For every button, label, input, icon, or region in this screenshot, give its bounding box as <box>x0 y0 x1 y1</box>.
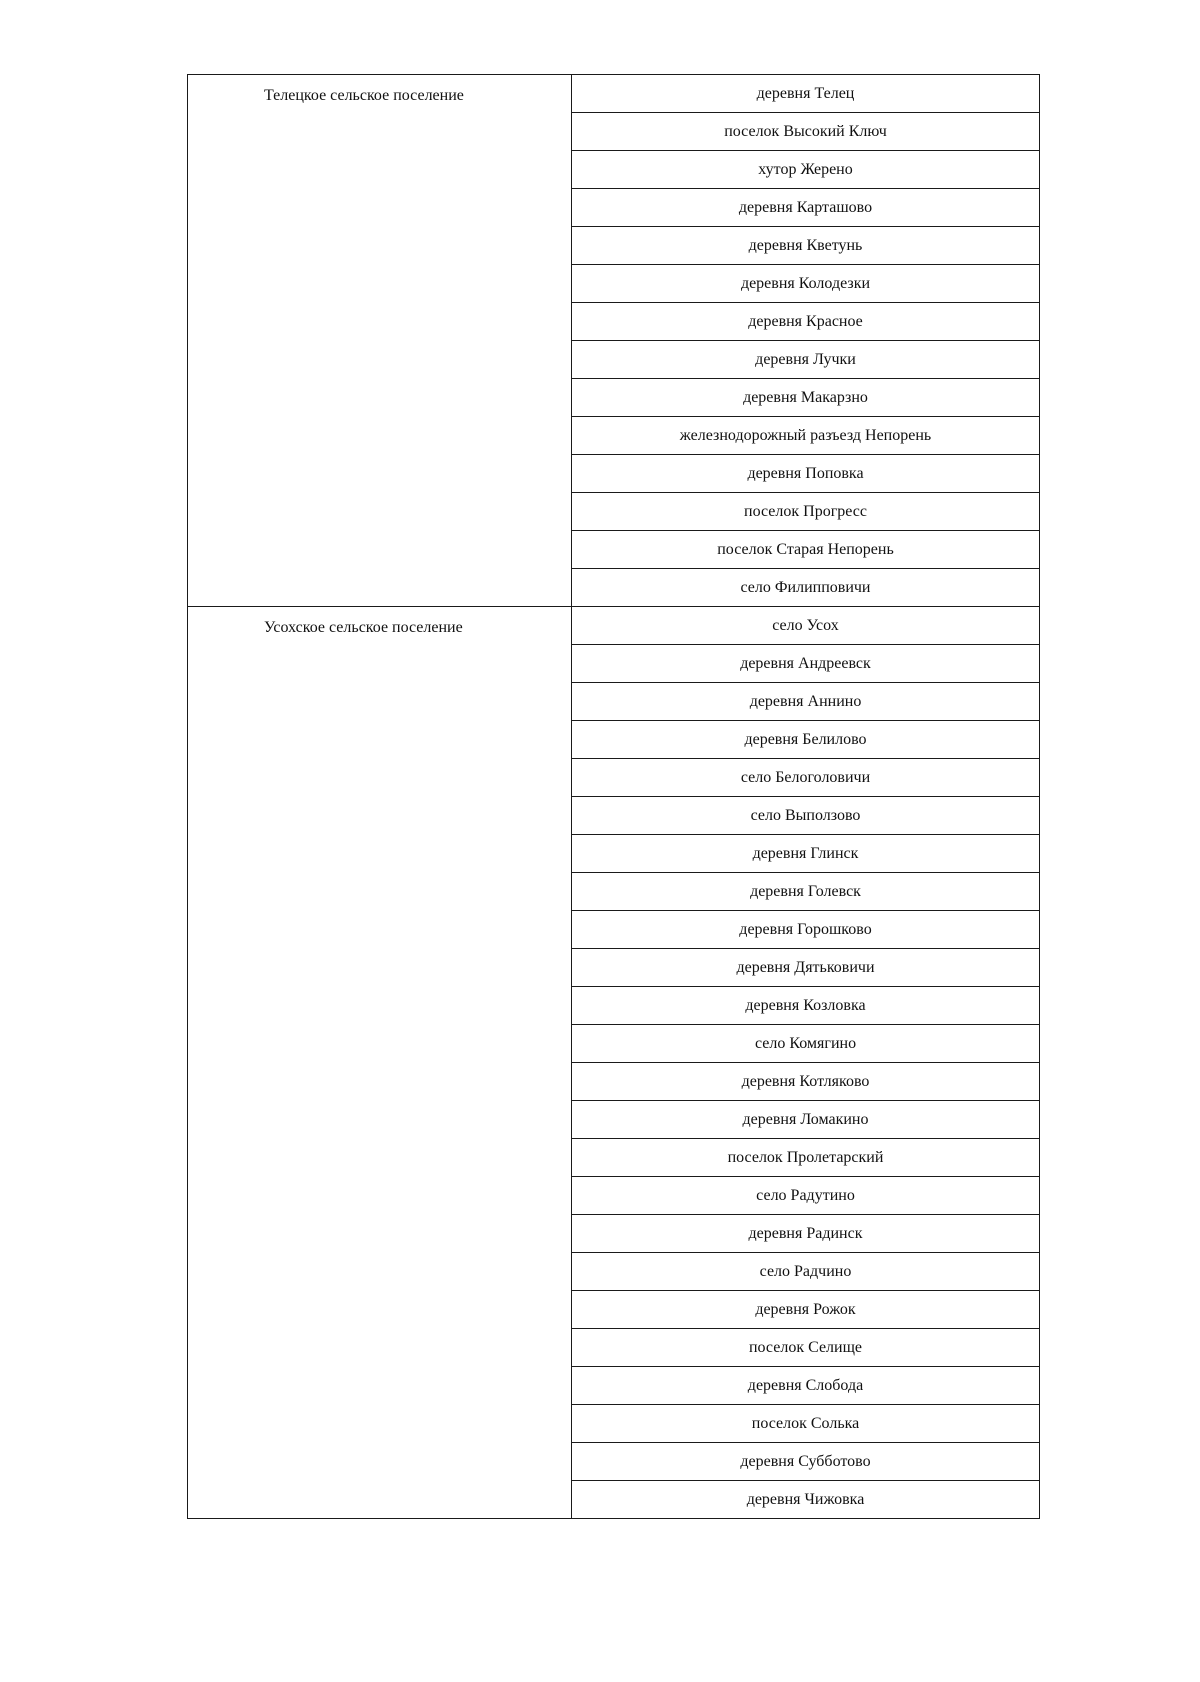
locality-cell: деревня Колодезки <box>572 265 1040 303</box>
locality-cell: деревня Горошково <box>572 911 1040 949</box>
locality-cell: деревня Чижовка <box>572 1481 1040 1519</box>
locality-cell: село Комягино <box>572 1025 1040 1063</box>
locality-cell: деревня Котляково <box>572 1063 1040 1101</box>
locality-cell: поселок Старая Непорень <box>572 531 1040 569</box>
locality-cell: хутор Жерено <box>572 151 1040 189</box>
locality-cell: деревня Поповка <box>572 455 1040 493</box>
locality-cell: деревня Лучки <box>572 341 1040 379</box>
locality-cell: железнодорожный разъезд Непорень <box>572 417 1040 455</box>
locality-cell: деревня Красное <box>572 303 1040 341</box>
locality-cell: поселок Солька <box>572 1405 1040 1443</box>
locality-cell: поселок Прогресс <box>572 493 1040 531</box>
locality-cell: поселок Пролетарский <box>572 1139 1040 1177</box>
locality-cell: село Усох <box>572 607 1040 645</box>
locality-cell: деревня Голевск <box>572 873 1040 911</box>
table-row <box>188 607 1040 645</box>
table-row <box>188 75 1040 113</box>
locality-cell: деревня Рожок <box>572 1291 1040 1329</box>
locality-cell: деревня Аннино <box>572 683 1040 721</box>
locality-cell: поселок Высокий Ключ <box>572 113 1040 151</box>
locality-cell: деревня Глинск <box>572 835 1040 873</box>
settlements-table <box>187 74 1040 1519</box>
settlement-name: Усохское сельское поселение <box>264 619 463 636</box>
locality-cell: село Белоголовичи <box>572 759 1040 797</box>
locality-cell: деревня Слобода <box>572 1367 1040 1405</box>
locality-cell: деревня Телец <box>572 75 1040 113</box>
locality-cell: село Радчино <box>572 1253 1040 1291</box>
locality-cell: поселок Селище <box>572 1329 1040 1367</box>
locality-cell: деревня Кветунь <box>572 227 1040 265</box>
settlement-cell <box>188 75 572 607</box>
locality-cell: село Радутино <box>572 1177 1040 1215</box>
locality-cell: деревня Козловка <box>572 987 1040 1025</box>
locality-cell: деревня Ломакино <box>572 1101 1040 1139</box>
settlement-cell <box>188 607 572 1519</box>
locality-cell: деревня Белилово <box>572 721 1040 759</box>
locality-cell: село Филипповичи <box>572 569 1040 607</box>
locality-cell: село Выползово <box>572 797 1040 835</box>
locality-cell: деревня Андреевск <box>572 645 1040 683</box>
locality-cell: деревня Субботово <box>572 1443 1040 1481</box>
settlements-table-body <box>188 75 1040 1519</box>
locality-cell: деревня Карташово <box>572 189 1040 227</box>
settlement-name: Телецкое сельское поселение <box>264 87 464 104</box>
locality-cell: деревня Радинск <box>572 1215 1040 1253</box>
locality-cell: деревня Макарзно <box>572 379 1040 417</box>
locality-cell: деревня Дятьковичи <box>572 949 1040 987</box>
